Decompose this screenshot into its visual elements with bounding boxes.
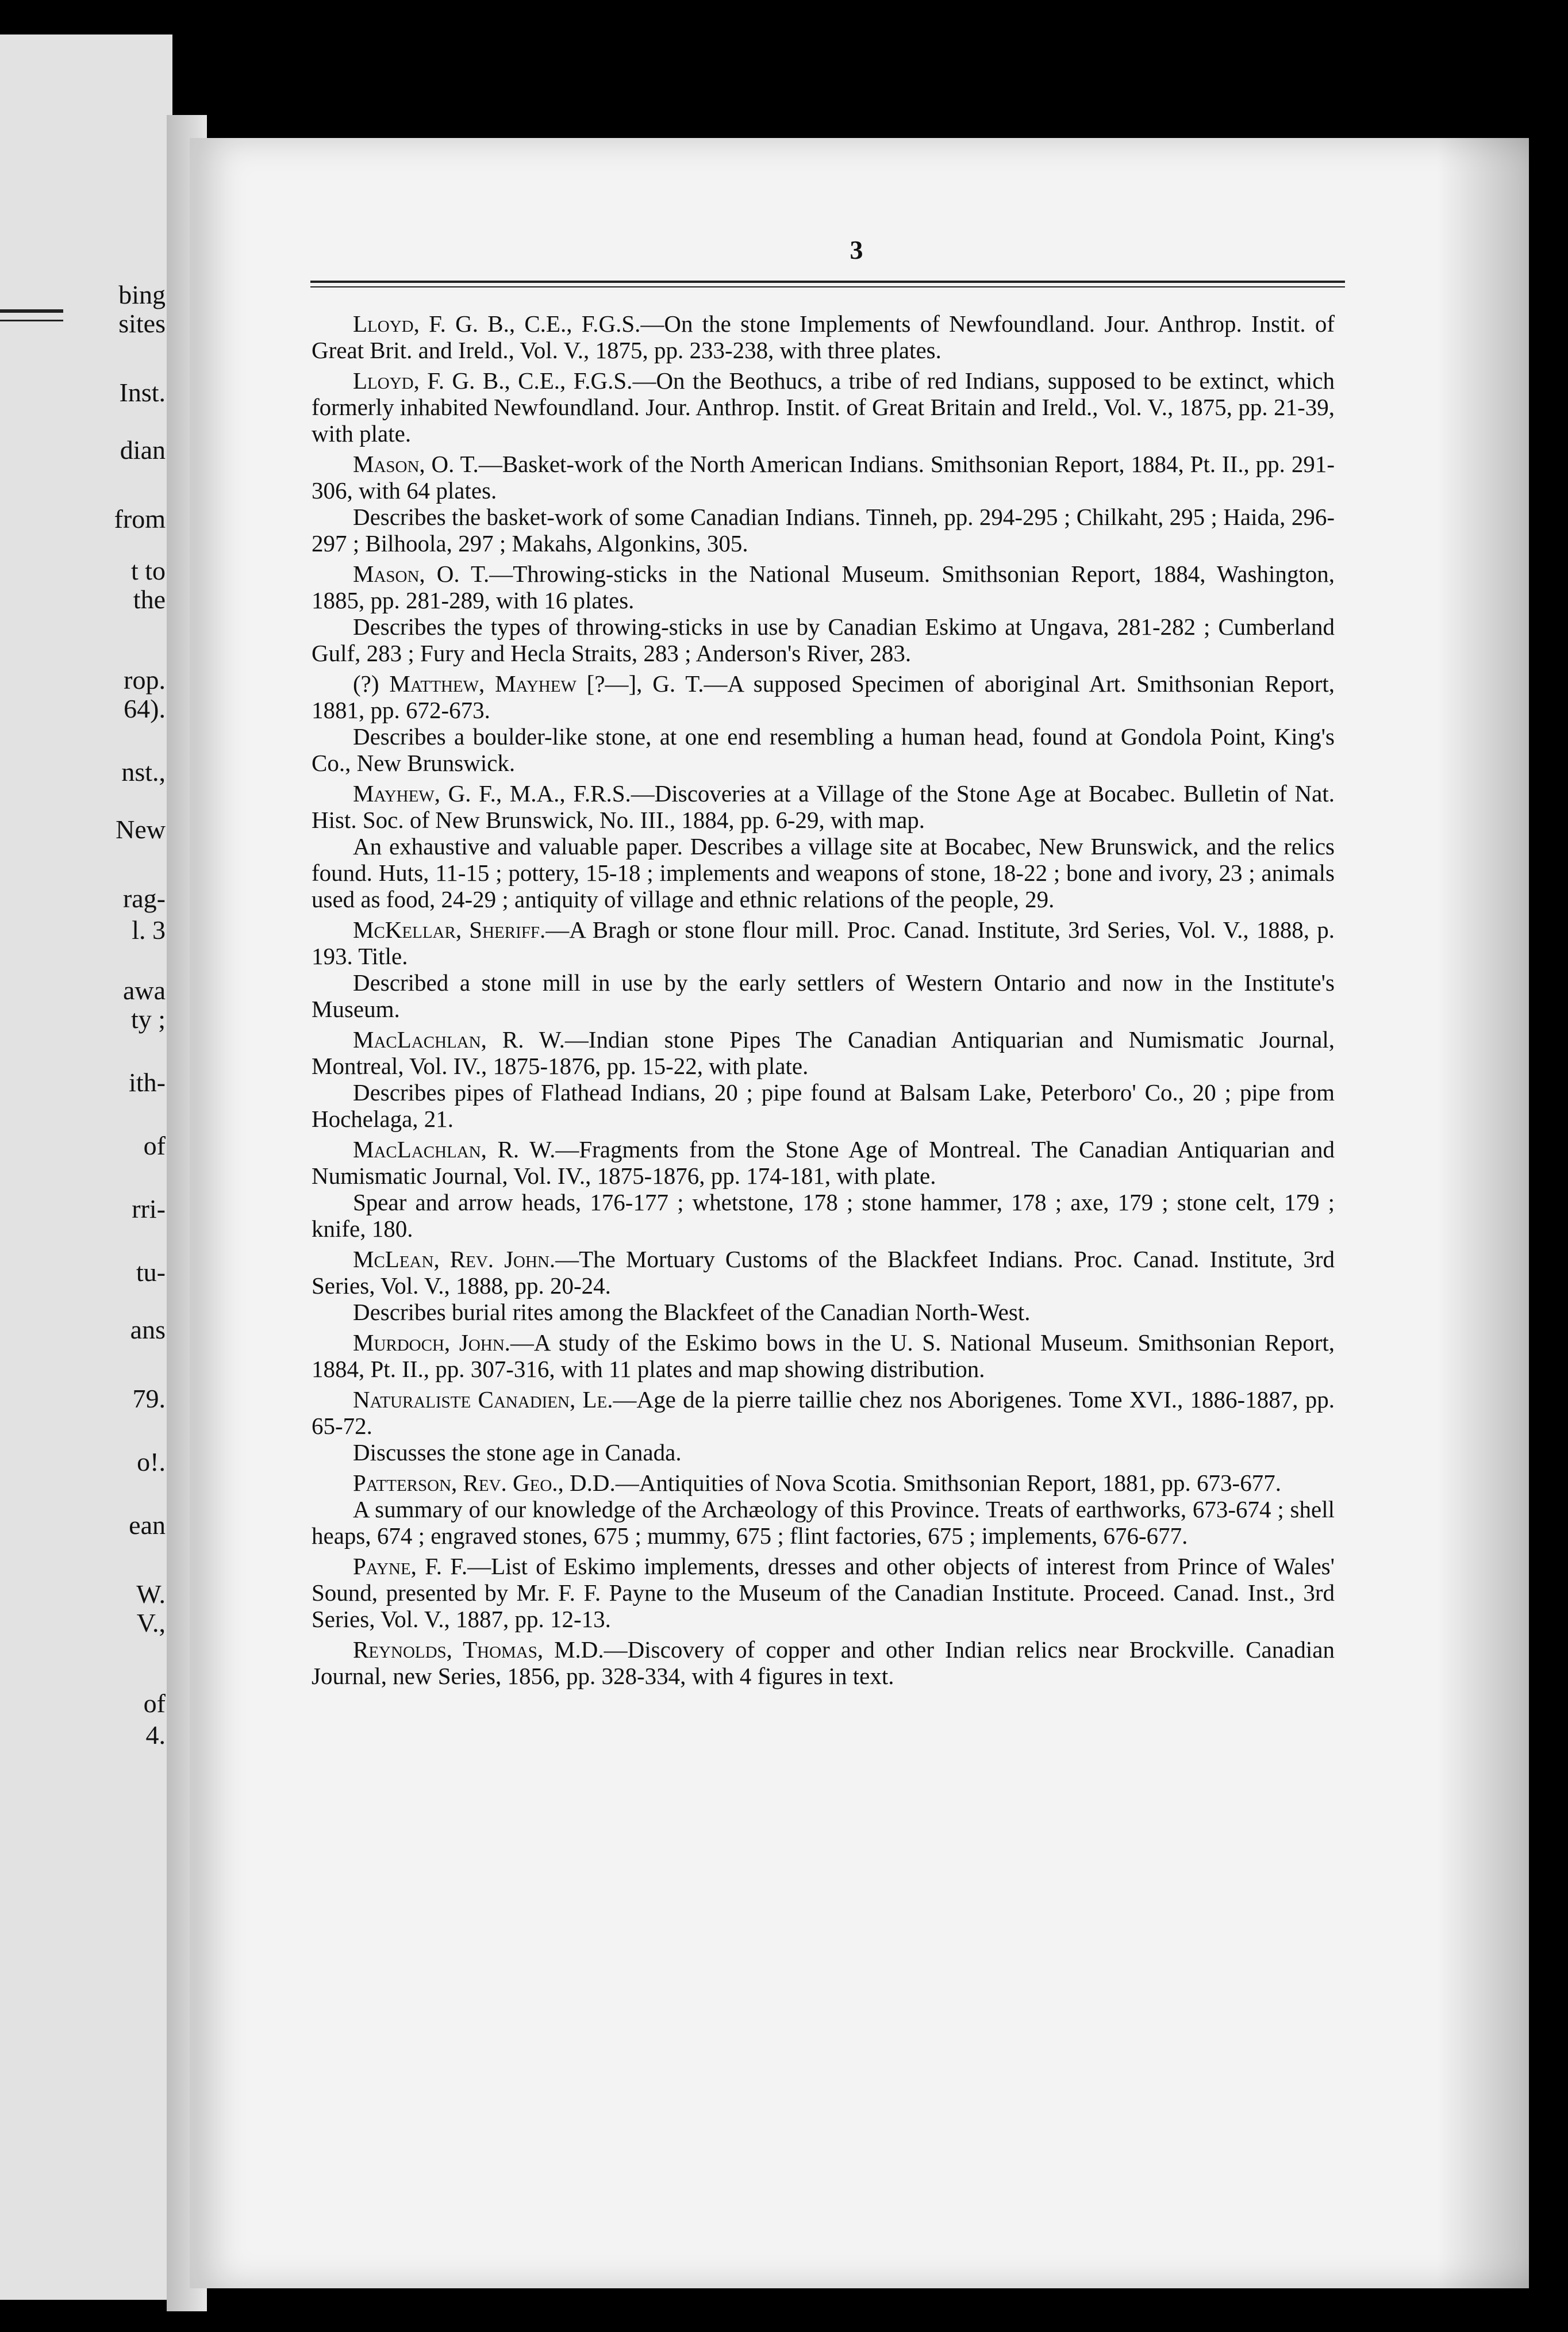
bibliography-entry (312, 1246, 1335, 1325)
entry-title: —Basket-work of the North American Indians. Smithsonian Report, 1884, Pt. II., pp. 291-306, with 64 plates. (312, 451, 1335, 504)
entry-author: Mayhew, G. F., M.A., F.R.S. (353, 780, 631, 807)
bibliography-entry (312, 670, 1335, 776)
entry-description: A summary of our knowledge of the Archæology of this Province. Treats of earthworks, 673-674 ; shell heaps, 674 ; engraved stones, 675 ; mummy, 675 ; flint factories, 675 ; implements, 676-677. (312, 1496, 1335, 1549)
previous-page-text-fragment: dian (120, 435, 166, 465)
entry-title: —A study of the Eskimo bows in the U. S. National Museum. Smithsonian Report, 1884, Pt. II., pp. 307-316, with 11 plates and map showing distribution. (312, 1329, 1335, 1382)
bibliography-entry (312, 1136, 1335, 1242)
bibliography-list (312, 310, 1335, 1693)
previous-page-text-fragment: ans (130, 1315, 166, 1344)
entry-description: Described a stone mill in use by the early settlers of Western Ontario and now in the Institute's Museum. (312, 969, 1335, 1022)
entry-title: —On the Beothucs, a tribe of red Indians, supposed to be extinct, which formerly inhabited Newfoundland. Jour. Anthrop. Instit. of Great Britain and Ireld., Vol. V., 1875, pp. 21-39, with plate. (312, 367, 1335, 447)
entry-citation (312, 1636, 1335, 1689)
previous-page-text-fragment: 79. (132, 1384, 166, 1413)
bibliography-entry (312, 1636, 1335, 1689)
entry-author: Murdoch, John. (353, 1329, 510, 1356)
entry-author: Lloyd, F. G. B., C.E., F.G.S. (353, 367, 633, 394)
previous-page-text-fragment: Inst. (119, 378, 166, 407)
entry-citation (312, 1329, 1335, 1382)
entry-author: Naturaliste Canadien, Le. (353, 1386, 613, 1413)
bibliography-entry (312, 780, 1335, 912)
previous-page-text-fragment: V., (136, 1608, 166, 1637)
previous-page-text-fragment: sites (118, 309, 166, 338)
previous-page-text-fragment: t to (130, 556, 166, 585)
previous-page-text-fragment: o!. (137, 1447, 166, 1476)
previous-page-text-fragment: of (143, 1131, 166, 1160)
entry-author: Mason, O. T. (353, 561, 490, 587)
bibliography-entry (312, 310, 1335, 363)
previous-page-text-fragment: of (143, 1689, 166, 1718)
entry-title: —Fragments from the Stone Age of Montreal. The Canadian Antiquarian and Numismatic Journal, Vol. IV., 1875-1876, pp. 174-181, with plate. (312, 1136, 1335, 1189)
entry-citation (312, 1470, 1335, 1496)
entry-author: MacLachlan, R. W. (353, 1026, 565, 1053)
bibliography-entry (312, 561, 1335, 666)
entry-citation (312, 1386, 1335, 1439)
entry-citation (312, 310, 1335, 363)
entry-title: —Age de la pierre taillie chez nos Aborigenes. Tome XVI., 1886-1887, pp. 65-72. (312, 1386, 1335, 1439)
entry-title: —A supposed Specimen of aboriginal Art. Smithsonian Report, 1881, pp. 672-673. (312, 670, 1335, 723)
bibliography-entry (312, 1386, 1335, 1466)
previous-page-text-fragment: bing (118, 280, 166, 309)
entry-description: Describes pipes of Flathead Indians, 20 ; pipe found at Balsam Lake, Peterboro' Co., 20 ; pipe from Hochelaga, 21. (312, 1079, 1335, 1132)
previous-page-text-fragment: l. 3 (132, 915, 166, 945)
entry-description: An exhaustive and valuable paper. Describes a village site at Bocabec, New Brunswick, and the relics found. Huts, 11-15 ; pottery, 15-18 ; implements and weapons of stone, 18-22 ; bone and ivory, 23 ; animals used as food, 24-29 ; antiquity of village and ethnic relations of the people, 29. (312, 833, 1335, 912)
previous-page-text-fragment: rag- (122, 884, 166, 913)
bibliography-entry (312, 1329, 1335, 1382)
bibliography-entry (312, 1470, 1335, 1549)
bibliography-entry (312, 367, 1335, 447)
entry-citation (312, 1246, 1335, 1299)
entry-title: —Indian stone Pipes The Canadian Antiquarian and Numismatic Journal, Montreal, Vol. IV., 1875-1876, pp. 15-22, with plate. (312, 1026, 1335, 1079)
page-number: 3 (850, 235, 863, 264)
previous-page-fragment (0, 34, 172, 2300)
previous-page-text-fragment: from (114, 504, 166, 534)
bibliography-entry (312, 451, 1335, 557)
entry-author: Lloyd, F. G. B., C.E., F.G.S. (353, 310, 641, 337)
entry-citation (312, 916, 1335, 969)
entry-title: —Antiquities of Nova Scotia. Smithsonian Report, 1881, pp. 673-677. (615, 1470, 1281, 1496)
entry-citation (312, 1026, 1335, 1079)
bibliography-entry (312, 916, 1335, 1022)
previous-page-text-fragment: awa (122, 976, 166, 1005)
entry-description: Describes the basket-work of some Canadian Indians. Tinneh, pp. 294-295 ; Chilkaht, 295 ; Haida, 296-297 ; Bilhoola, 297 ; Makahs, Algonkins, 305. (312, 504, 1335, 557)
entry-title: —Discovery of copper and other Indian relics near Brockville. Canadian Journal, new Series, 1856, pp. 328-334, with 4 figures in text. (312, 1636, 1335, 1689)
entry-author: Payne, F. F. (353, 1553, 468, 1579)
previous-page-text-fragment: 64). (124, 694, 166, 723)
entry-title: —Discoveries at a Village of the Stone Age at Bocabec. Bulletin of Nat. Hist. Soc. of New Brunswick, No. III., 1884, pp. 6-29, with map. (312, 780, 1335, 833)
entry-author: Mason, O. T. (353, 451, 479, 477)
entry-title: —Throwing-sticks in the National Museum. Smithsonian Report, 1884, Washington, 1885, pp. 281-289, with 16 plates. (312, 561, 1335, 613)
previous-page-rule (0, 309, 63, 321)
previous-page-text-fragment: 4. (145, 1720, 166, 1750)
entry-author: McKellar, Sheriff. (353, 916, 546, 943)
entry-author: (?) Matthew, Mayhew [?—], G. T. (353, 670, 704, 697)
entry-citation (312, 780, 1335, 833)
document-page (190, 138, 1529, 2288)
entry-title: —The Mortuary Customs of the Blackfeet Indians. Proc. Canad. Institute, 3rd Series, Vol. V., 1888, pp. 20-24. (312, 1246, 1335, 1299)
entry-description: Describes a boulder-like stone, at one end resembling a human head, found at Gondola Point, King's Co., New Brunswick. (312, 723, 1335, 776)
entry-citation (312, 670, 1335, 723)
entry-description: Describes burial rites among the Blackfeet of the Canadian North-West. (353, 1299, 1031, 1325)
entry-author: MacLachlan, R. W. (353, 1136, 556, 1163)
entry-author: McLean, Rev. John. (353, 1246, 556, 1272)
entry-description: Discusses the stone age in Canada. (353, 1439, 682, 1466)
previous-page-text-fragment: rri- (132, 1194, 166, 1223)
previous-page-text-fragment: New (116, 815, 166, 844)
previous-page-text-fragment: nst., (121, 757, 166, 787)
previous-page-text-fragment: ith- (129, 1068, 166, 1097)
entry-citation (312, 367, 1335, 447)
entry-citation (312, 561, 1335, 613)
top-rule-thin (310, 286, 1345, 287)
previous-page-text-fragment: W. (136, 1579, 166, 1609)
entry-title: —List of Eskimo implements, dresses and other objects of interest from Prince of Wales' Sound, presented by Mr. F. F. Payne to the Museum of the Canadian Institute. Proceed. Canad. Inst., 3rd Series, Vol. V., 1887, pp. 12-13. (312, 1553, 1335, 1632)
previous-page-text-fragment: the (133, 585, 166, 614)
previous-page-text-fragment: tu- (136, 1257, 166, 1287)
previous-page-text-fragment: ty ; (130, 1004, 166, 1034)
entry-author: Patterson, Rev. Geo., D.D. (353, 1470, 616, 1496)
bibliography-entry (312, 1553, 1335, 1632)
previous-page-text-fragment: rop. (124, 665, 166, 695)
entry-description: Describes the types of throwing-sticks in use by Canadian Eskimo at Ungava, 281-282 ; Cumberland Gulf, 283 ; Fury and Hecla Straits, 283 ; Anderson's River, 283. (312, 613, 1335, 666)
entry-title: —On the stone Implements of Newfoundland. Jour. Anthrop. Instit. of Great Brit. and Ireld., Vol. V., 1875, pp. 233-238, with three plates. (312, 310, 1335, 363)
entry-citation (312, 451, 1335, 504)
entry-title: —A Bragh or stone flour mill. Proc. Canad. Institute, 3rd Series, Vol. V., 1888, p. 193. Title. (312, 916, 1335, 969)
entry-citation (312, 1136, 1335, 1189)
entry-author: Reynolds, Thomas, M.D. (353, 1636, 604, 1663)
entry-description: Spear and arrow heads, 176-177 ; whetstone, 178 ; stone hammer, 178 ; axe, 179 ; stone celt, 179 ; knife, 180. (312, 1189, 1335, 1242)
bibliography-entry (312, 1026, 1335, 1132)
top-rule (310, 281, 1345, 283)
entry-citation (312, 1553, 1335, 1632)
previous-page-text-fragment: ean (129, 1510, 166, 1540)
